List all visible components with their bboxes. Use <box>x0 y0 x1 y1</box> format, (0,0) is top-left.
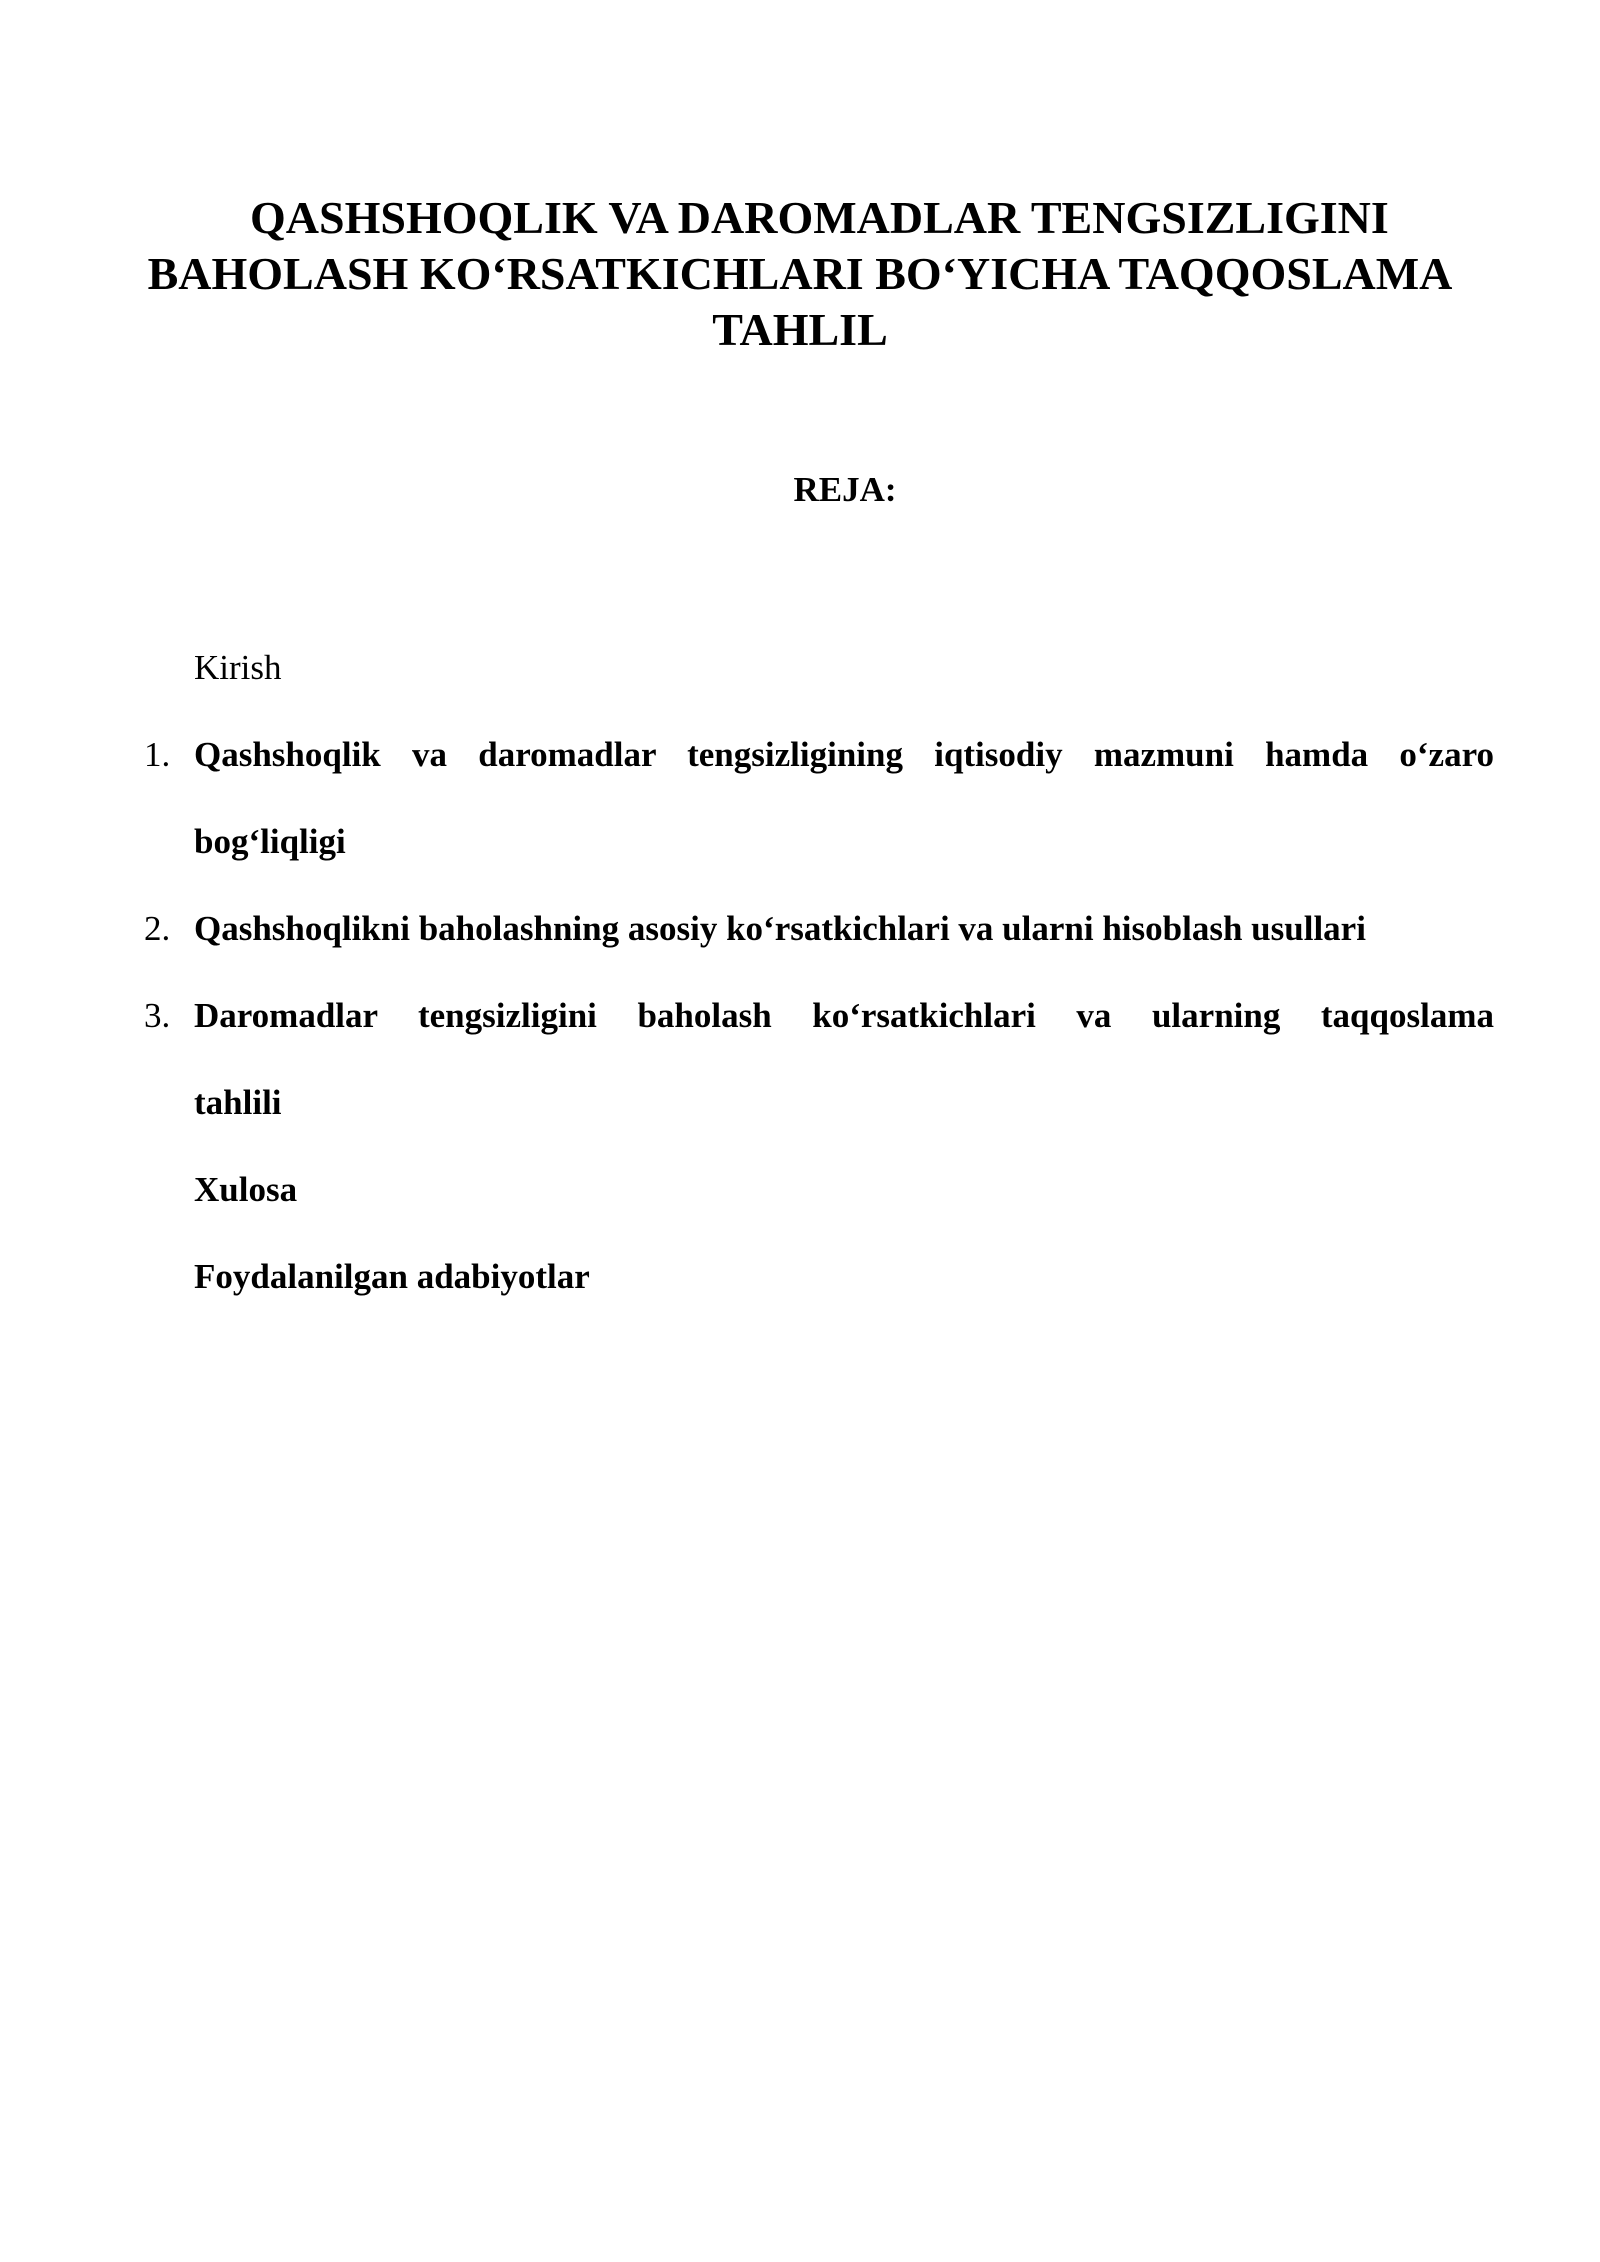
plan-item-number: 3. <box>144 996 171 1035</box>
plan-item-text: tahlili <box>194 1083 282 1122</box>
plan-item-number: 2. <box>144 909 171 948</box>
title-line: QASHSHOQLIK VA DAROMADLAR TENGSIZLIGINI <box>250 192 1389 243</box>
title-line: BAHOLASH KO‘RSATKICHLARI BO‘YICHA TAQQOSLAMA <box>147 248 1453 299</box>
plan-conclusion: Xulosa <box>194 1170 298 1209</box>
plan-item-text: Qashshoqlikni baholashning asosiy ko‘rsatkichlari va ularni hisoblash usullari <box>194 909 1366 948</box>
plan-item-text: Daromadlar tengsizligini baholash ko‘rsatkichlari va ularning taqqoslama <box>194 996 1494 1035</box>
plan-item-text: Qashshoqlik va daromadlar tengsizligining iqtisodiy mazmuni hamda o‘zaro <box>194 735 1494 774</box>
plan-item-text: bog‘liqligi <box>194 822 346 861</box>
plan-heading: REJA: <box>793 470 897 509</box>
plan-intro: Kirish <box>194 648 282 687</box>
plan-references: Foydalanilgan adabiyotlar <box>194 1257 590 1296</box>
plan-item-number: 1. <box>144 735 171 774</box>
title-line: TAHLIL <box>712 304 888 355</box>
